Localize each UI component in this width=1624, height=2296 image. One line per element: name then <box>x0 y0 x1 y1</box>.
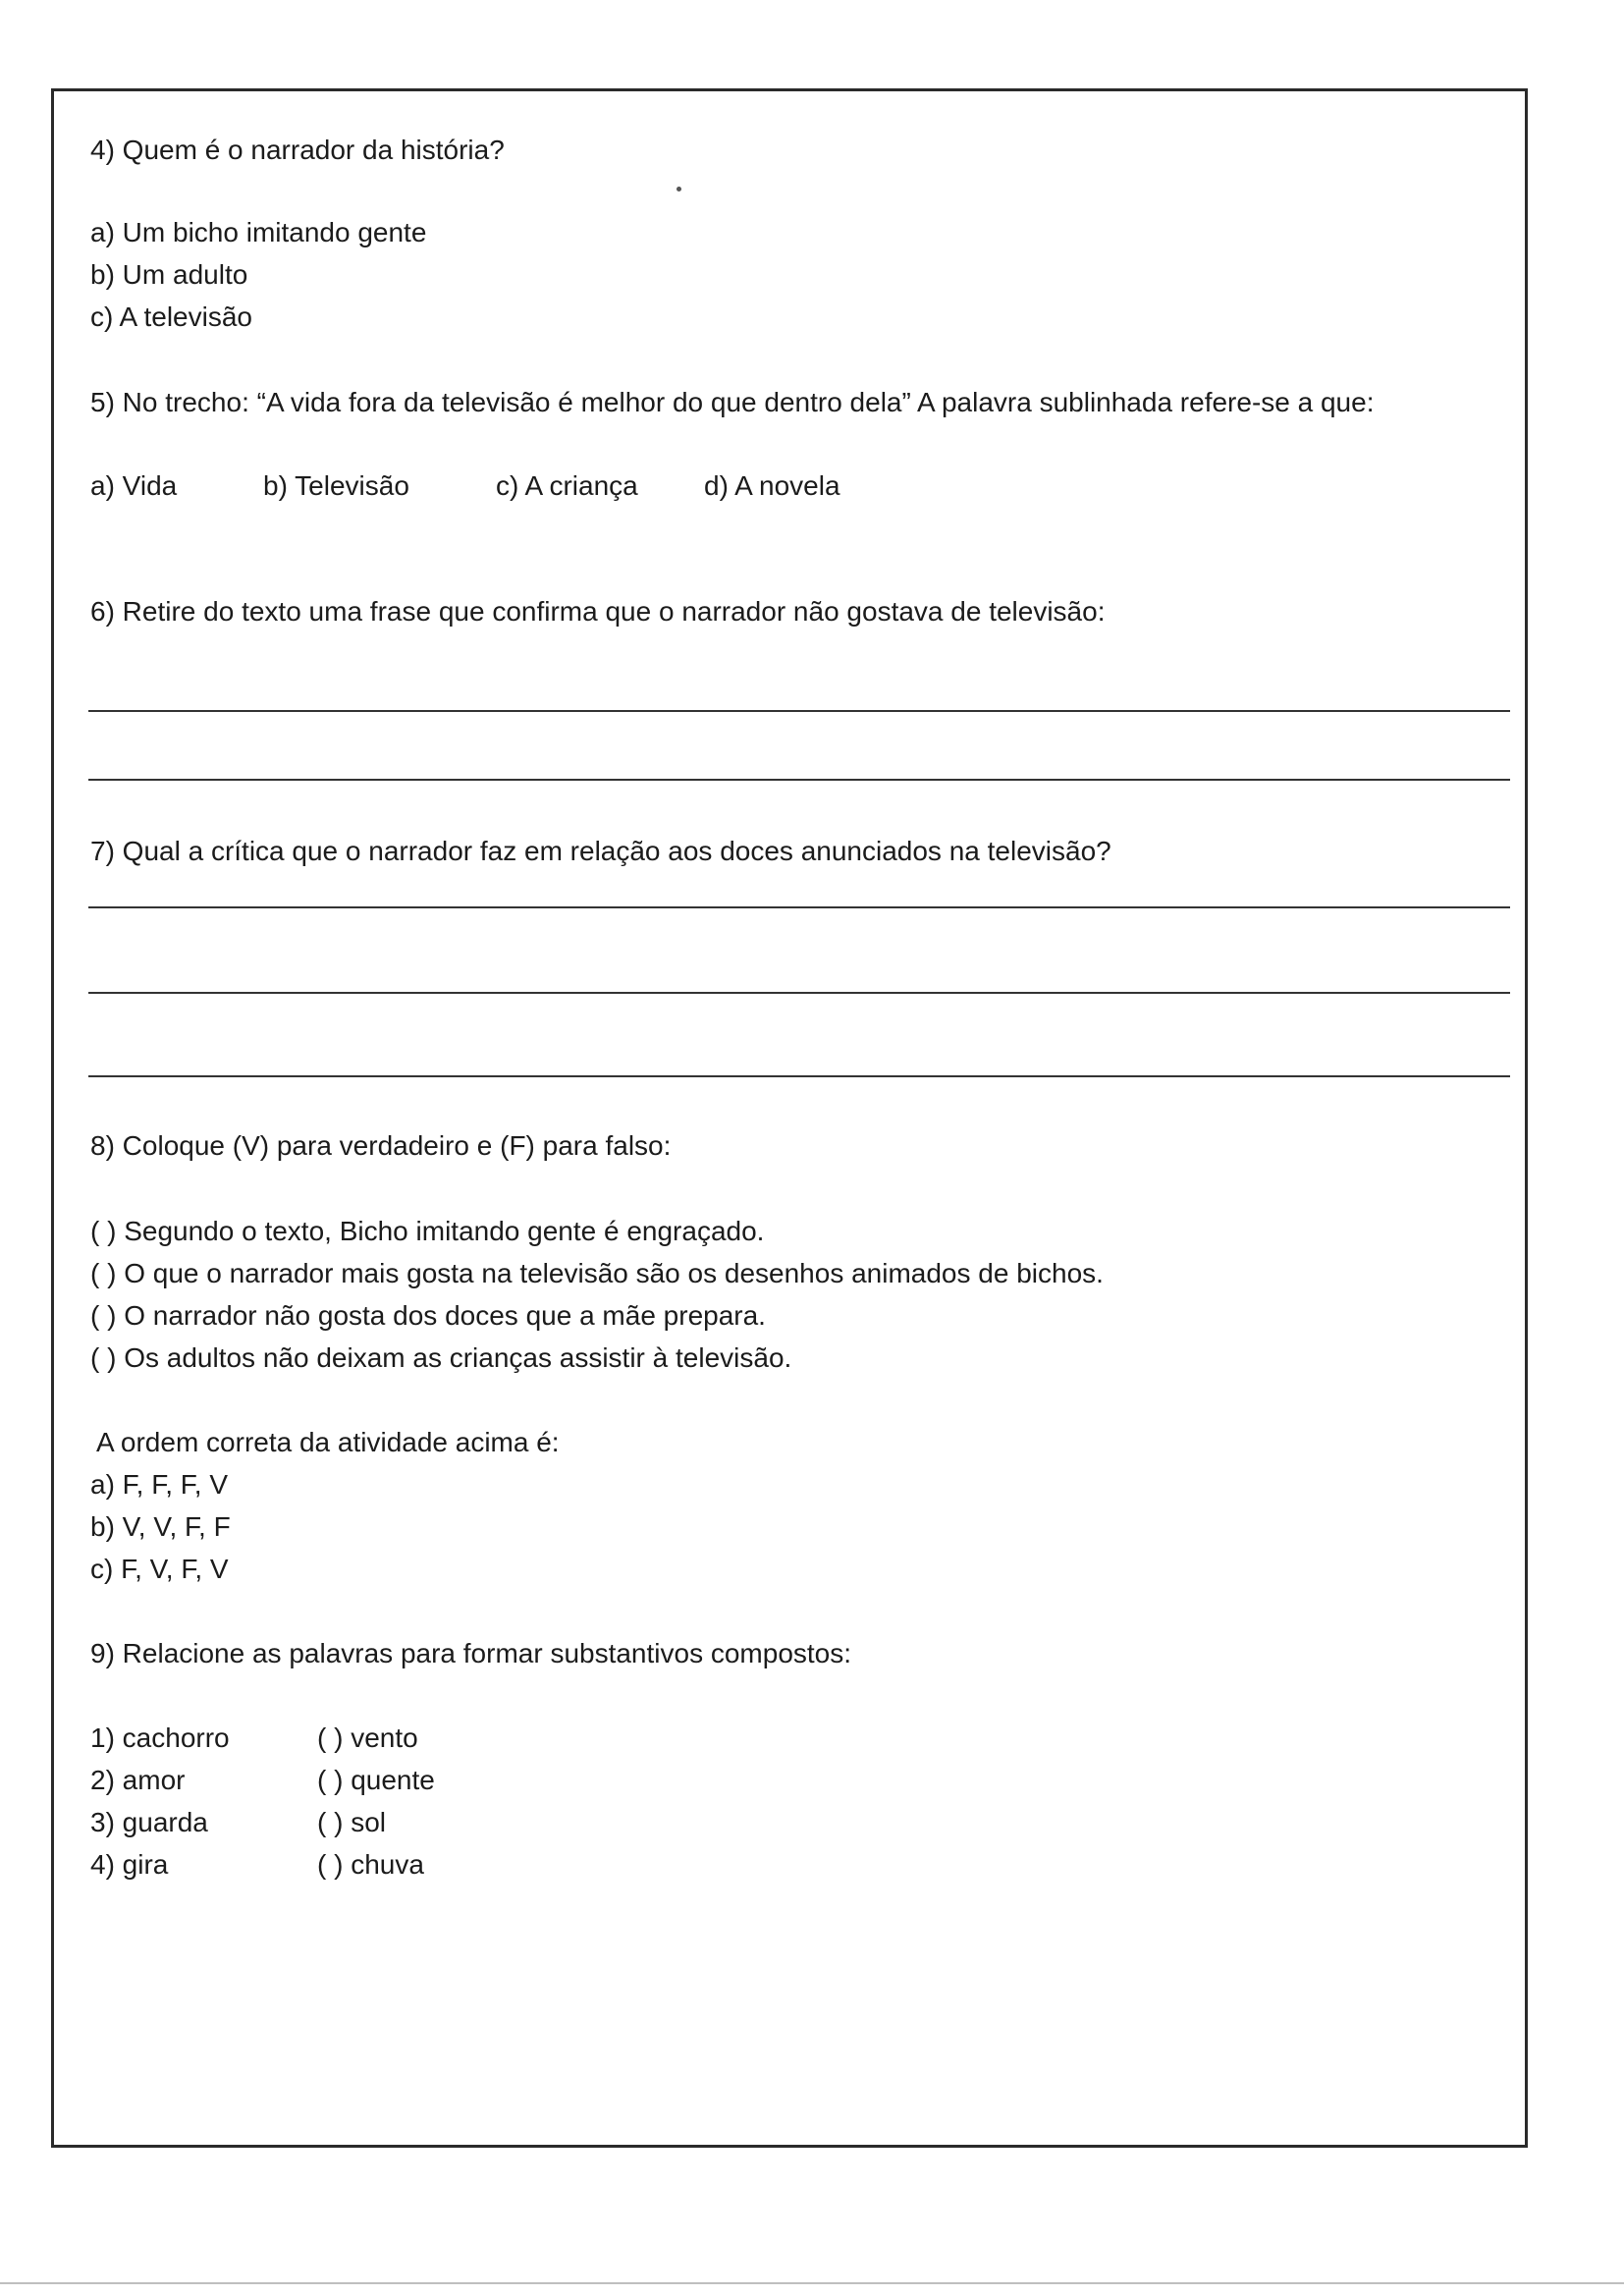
q9-right-word: ( ) quente <box>317 1765 435 1795</box>
page-edge-rule <box>0 2282 1624 2284</box>
q8-order-option-a: a) F, F, F, V <box>90 1469 229 1500</box>
q9-left-word: 4) gira <box>90 1849 169 1880</box>
q9-left-word: 3) guarda <box>90 1807 208 1837</box>
q5-option-a: a) Vida <box>90 470 178 501</box>
question-7: 7) Qual a crítica que o narrador faz em relação aos doces anunciados na televisão? <box>90 836 1111 866</box>
answer-line <box>88 779 1510 781</box>
answer-line <box>88 710 1510 712</box>
q8-order-prompt: A ordem correta da atividade acima é: <box>96 1427 560 1457</box>
q8-statement: ( ) O que o narrador mais gosta na televisão são os desenhos animados de bichos. <box>90 1258 1104 1288</box>
q5-option-b: b) Televisão <box>263 470 409 501</box>
answer-line <box>88 1075 1510 1077</box>
answer-line <box>88 906 1510 908</box>
question-6: 6) Retire do texto uma frase que confirma que o narrador não gostava de televisão: <box>90 596 1106 627</box>
q9-right-word: ( ) chuva <box>317 1849 424 1880</box>
question-9: 9) Relacione as palavras para formar substantivos compostos: <box>90 1638 852 1668</box>
q9-left-word: 2) amor <box>90 1765 186 1795</box>
q4-option-c: c) A televisão <box>90 301 252 332</box>
q4-option-a: a) Um bicho imitando gente <box>90 217 427 247</box>
question-5: 5) No trecho: “A vida fora da televisão é melhor do que dentro dela” A palavra sublinhada refere-se a que: <box>90 387 1375 417</box>
q5-option-d: d) A novela <box>704 470 840 501</box>
q5-option-c: c) A criança <box>496 470 638 501</box>
q9-left-word: 1) cachorro <box>90 1722 230 1753</box>
q8-order-option-c: c) F, V, F, V <box>90 1554 229 1584</box>
q8-statement: ( ) Segundo o texto, Bicho imitando gente é engraçado. <box>90 1216 765 1246</box>
q9-right-word: ( ) vento <box>317 1722 418 1753</box>
q8-statement: ( ) O narrador não gosta dos doces que a mãe prepara. <box>90 1300 766 1331</box>
scan-speck <box>677 187 681 191</box>
q4-option-b: b) Um adulto <box>90 259 248 290</box>
q8-statement: ( ) Os adultos não deixam as crianças assistir à televisão. <box>90 1342 792 1373</box>
question-8: 8) Coloque (V) para verdadeiro e (F) para falso: <box>90 1130 672 1161</box>
answer-line <box>88 992 1510 994</box>
q9-right-word: ( ) sol <box>317 1807 386 1837</box>
question-4: 4) Quem é o narrador da história? <box>90 135 505 165</box>
q8-order-option-b: b) V, V, F, F <box>90 1511 231 1542</box>
